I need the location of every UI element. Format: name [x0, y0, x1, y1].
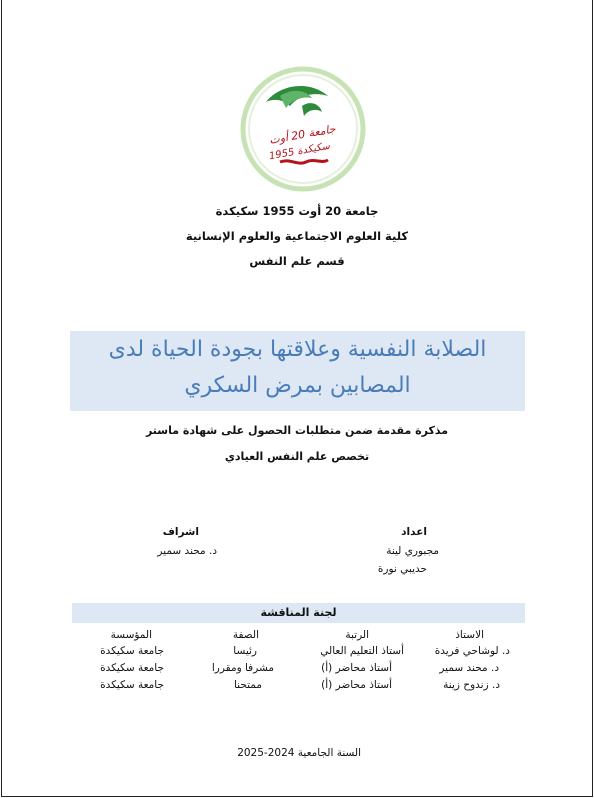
department-name: قسم علم النفس: [249, 254, 345, 268]
jury-col-role: الصفة: [232, 629, 259, 641]
jury-row-3-institution: جامعة سكيكدة: [100, 679, 164, 691]
supervisor-name: د. محند سمير: [157, 545, 217, 557]
academic-year: السنة الجامعية 2024-2025: [237, 747, 361, 759]
supervision-label: اشراف: [162, 526, 199, 538]
university-name: جامعة 20 أوت 1955 سكيكدة: [215, 204, 379, 218]
jury-col-professor: الاستاذ: [455, 629, 484, 641]
jury-row-3-role: ممتحنا: [233, 679, 262, 691]
prepared-name-1: مجبوري لينة: [386, 545, 439, 557]
university-seal-icon: [240, 66, 366, 192]
prepared-name-2: حديبي نورة: [377, 563, 427, 575]
thesis-title-box: [70, 331, 525, 411]
faculty-name: كلية العلوم الاجتماعية والعلوم الإنسانية: [185, 229, 409, 243]
jury-row-1-institution: جامعة سكيكدة: [100, 645, 164, 657]
jury-col-rank: الرتبة: [345, 629, 369, 641]
thesis-subtitle: مذكرة مقدمة ضمن متطلبات الحصول على شهادة ماستر: [145, 424, 449, 437]
jury-row-2-role: مشرفا ومقررا: [211, 662, 274, 674]
jury-row-1-professor: د. لوشاحي فريدة: [434, 645, 510, 657]
svg-text:1955 سكيكدة: 1955 سكيكدة: [268, 140, 331, 163]
prepared-label: اعداد: [401, 526, 427, 538]
university-logo: [240, 66, 366, 192]
svg-text:جامعة 20 أوت: جامعة 20 أوت: [268, 122, 337, 147]
jury-title: لجنة المناقشة: [72, 603, 525, 623]
jury-row-1-role: رئيسا: [233, 645, 257, 657]
thesis-specialty: تخصص علم النفس العيادي: [224, 450, 370, 463]
jury-row-3-rank: أستاذ محاضر (أ): [321, 679, 392, 691]
jury-col-institution: المؤسسة: [110, 629, 152, 641]
jury-row-2-professor: د. محند سمير: [439, 662, 499, 674]
jury-row-2-institution: جامعة سكيكدة: [100, 662, 164, 674]
thesis-title-line2: المصابين بمرض السكري: [184, 373, 411, 398]
jury-row-1-rank: أستاذ التعليم العالي: [320, 645, 404, 657]
jury-row-3-professor: د. زندوح زينة: [443, 679, 500, 691]
jury-row-2-rank: أستاذ محاضر (أ): [321, 662, 392, 674]
thesis-title-line1: الصلابة النفسية وعلاقتها بجودة الحياة لدى: [108, 337, 487, 362]
